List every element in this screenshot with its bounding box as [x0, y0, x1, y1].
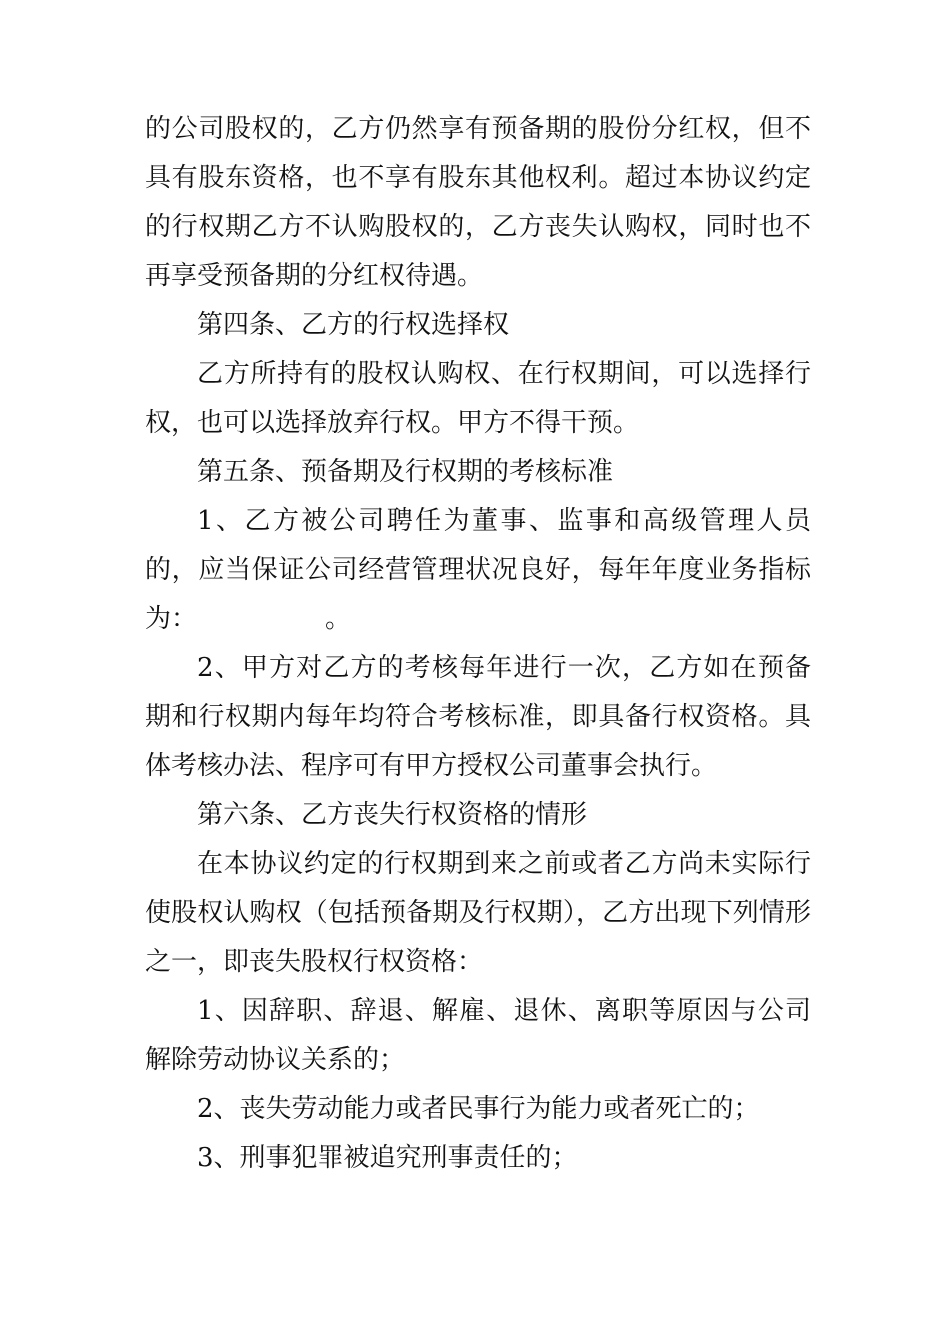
article-6-heading: 第六条、乙方丧失行权资格的情形: [197, 800, 588, 830]
paragraph-assessment-1: [145, 497, 811, 644]
article-4-heading: 第四条、乙方的行权选择权: [197, 310, 510, 340]
article-5-heading: 第五条、预备期及行权期的考核标准: [197, 457, 614, 487]
list-item-1: 1、因辞职、辞退、解雇、退休、离职等原因与公司解除劳动协议关系的；: [145, 996, 811, 1075]
assessment-1-end: 。: [325, 604, 352, 634]
paragraph-assessment-2: 2、甲方对乙方的考核每年进行一次，乙方如在预备期和行权期内每年均符合考核标准，即具备行权资格。具体考核办法、程序可有甲方授权公司董事会执行。: [145, 653, 811, 781]
list-item-3: 3、刑事犯罪被追究刑事责任的；: [197, 1143, 578, 1173]
paragraph-continuation: 的公司股权的，乙方仍然享有预备期的股份分红权，但不具有股东资格，也不享有股东其他权利。超过本协议约定的行权期乙方不认购股权的，乙方丧失认购权，同时也不再享受预备期的分红权待遇。: [145, 114, 811, 291]
paragraph-loss-conditions: 在本协议约定的行权期到来之前或者乙方尚未实际行使股权认购权（包括预备期及行权期），乙方出现下列情形之一，即丧失股权行权资格：: [145, 849, 811, 977]
list-item-2: 2、丧失劳动能力或者民事行为能力或者死亡的；: [197, 1094, 760, 1124]
assessment-1-text: 1、乙方被公司聘任为董事、监事和高级管理人员的，应当保证公司经营管理状况良好，每年年度业务指标为：: [145, 506, 811, 634]
paragraph-exercise-choice: 乙方所持有的股权认购权、在行权期间，可以选择行权，也可以选择放弃行权。甲方不得干预。: [145, 359, 811, 438]
document-body: [145, 105, 811, 1183]
